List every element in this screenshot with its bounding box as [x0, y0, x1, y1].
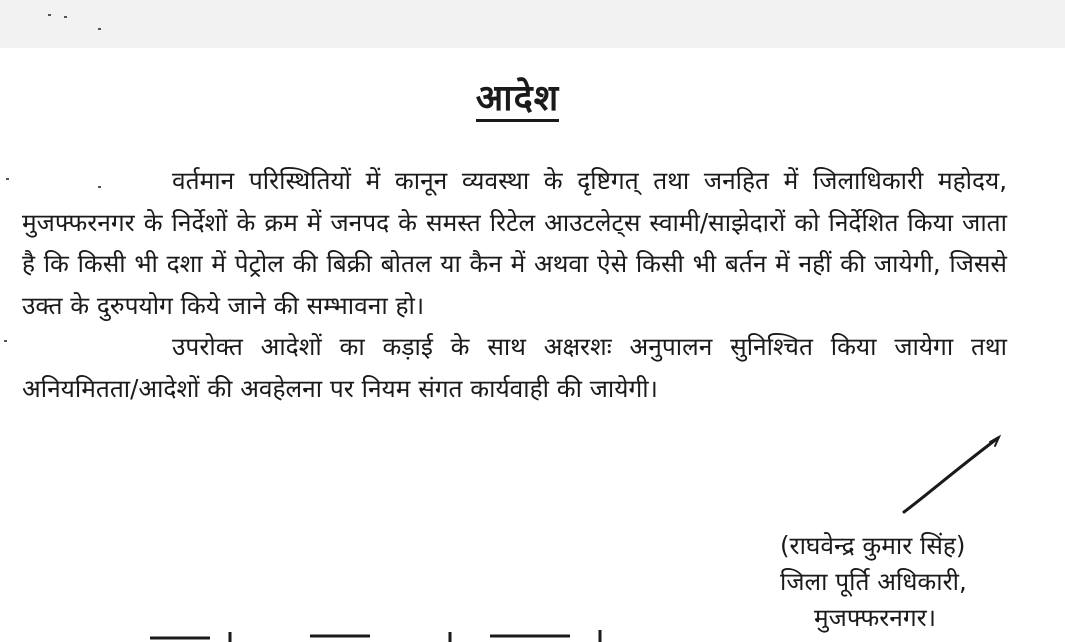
- signatory-name: (राघवेन्द्र कुमार सिंह): [780, 531, 966, 560]
- paragraph-1: वर्तमान परिस्थितियों में कानून व्यवस्था के दृष्टिगत् तथा जनहित में जिलाधिकारी महोदय, मुजफ्फरनगर के निर्देशों के क्रम में जनपद के समस्त रिटेल आउटलेट्स स्वामी/साझेदारों को निर्देशित किया जाता है कि किसी भी दशा में पेट्रोल की बिक्री बोतल या कैन में अथवा ऐसे किसी भी बर्तन में नहीं की जायेगी, जिससे उक्त के दुरुपयोग किये जाने की सम्भावना हो।: [22, 166, 1007, 320]
- scan-speck: [64, 16, 67, 18]
- handwritten-signature: [898, 432, 1008, 518]
- scan-speck: [6, 178, 9, 180]
- scan-speck: [98, 28, 101, 30]
- order-body: [22, 160, 1007, 409]
- scan-speck: [4, 340, 7, 342]
- signatory-location: मुजफ्फरनगर।: [814, 603, 936, 632]
- cropped-next-line: [150, 628, 620, 642]
- signatory-designation: जिला पूर्ति अधिकारी,: [780, 567, 967, 596]
- paragraph-2: उपरोक्त आदेशों का कड़ाई के साथ अक्षरशः अनुपालन सुनिश्चित किया जायेगा तथा अनियमितता/आदेशों की अवहेलना पर नियम संगत कार्यवाही की जायेगी।: [22, 332, 1007, 403]
- signature-block: [780, 528, 1040, 636]
- title-text: आदेश: [476, 78, 559, 122]
- document-title: [0, 72, 1035, 121]
- scan-top-band: [0, 0, 1065, 48]
- scan-speck: [48, 14, 51, 16]
